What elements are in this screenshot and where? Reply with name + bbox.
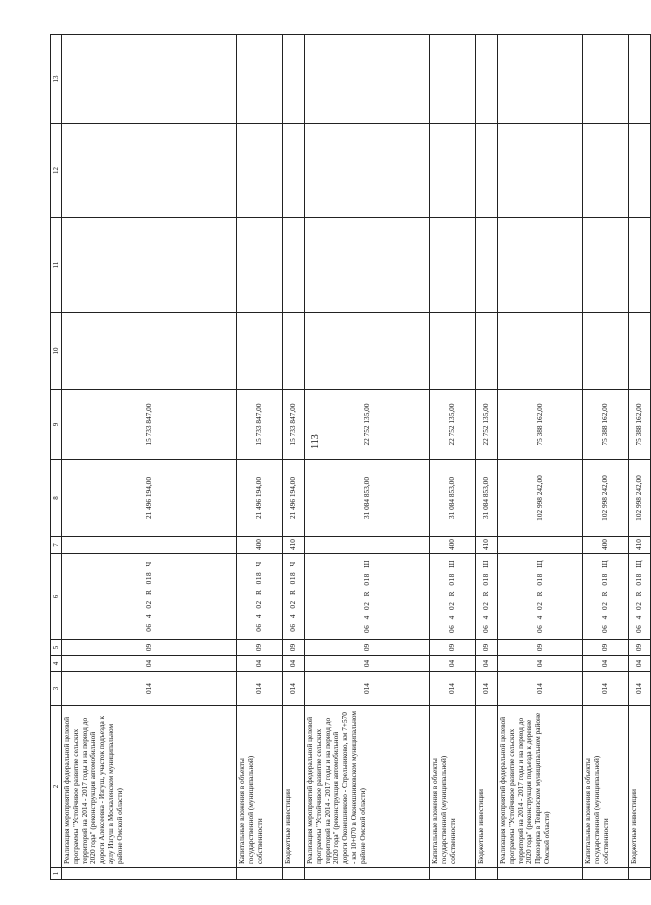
cell-c7: 410 (476, 537, 498, 554)
cell-c1 (283, 868, 305, 880)
cell-c4: 04 (305, 656, 430, 672)
cell-c11 (237, 218, 283, 313)
cell-c1 (430, 868, 476, 880)
cell-c11 (62, 218, 237, 313)
cell-c13 (476, 35, 498, 124)
cell-c3: 014 (62, 672, 237, 706)
cell-c10 (237, 313, 283, 390)
header-cell: 6 (51, 554, 62, 640)
cell-c7: 410 (629, 537, 651, 554)
cell-c7 (305, 537, 430, 554)
cell-c10 (583, 313, 629, 390)
table-body (51, 35, 651, 880)
rotated-table-container (50, 35, 644, 880)
cell-c13 (237, 35, 283, 124)
cell-c10 (62, 313, 237, 390)
cell-c5: 09 (583, 640, 629, 656)
cell-c6: 06 4 02 R 018 Ч (62, 554, 237, 640)
header-cell: 2 (51, 706, 62, 868)
cell-c2: Реализация мероприятий федеральной целевой программы "Устойчивое развитие сельских территорий на 2014 - 2017 годы и на период до 2020 года" (реконструкция автомобильной дороги Оконешниково - Стрельниково, км 7+570 - км 10+070 в Оконешниковском муниципальном районе Омской области) (305, 706, 430, 868)
cell-c10 (305, 313, 430, 390)
budget-table (50, 34, 651, 880)
cell-c1 (62, 868, 237, 880)
header-cell: 9 (51, 390, 62, 460)
header-row (51, 35, 62, 880)
cell-c12 (629, 124, 651, 218)
header-cell: 13 (51, 35, 62, 124)
cell-c2: Капитальные вложения в объекты государственной (муниципальной) собственности (583, 706, 629, 868)
cell-c1 (237, 868, 283, 880)
page-number: 113 (309, 434, 321, 449)
cell-c13 (629, 35, 651, 124)
cell-c13 (283, 35, 305, 124)
cell-c12 (305, 124, 430, 218)
header-cell: 12 (51, 124, 62, 218)
cell-c6: 06 4 02 R 018 Ш (476, 554, 498, 640)
cell-c4: 04 (283, 656, 305, 672)
cell-c11 (583, 218, 629, 313)
cell-c10 (430, 313, 476, 390)
cell-c2: Реализация мероприятий федеральной целевой программы "Устойчивое развитие сельских территорий на 2014 - 2017 годы и на период до 2020 года" (реконструкция автомобильной дороги Алексеевка - Изгуш, участок подъезда к аулу Изгуш в Москаленском муниципальном районе Омской области) (62, 706, 237, 868)
cell-c3: 014 (283, 672, 305, 706)
cell-c10 (498, 313, 583, 390)
cell-c11 (629, 218, 651, 313)
cell-c3: 014 (476, 672, 498, 706)
cell-c4: 04 (476, 656, 498, 672)
cell-c6: 06 4 02 R 018 Ш (430, 554, 476, 640)
cell-c8: 31 084 853,00 (430, 460, 476, 537)
cell-c3: 014 (237, 672, 283, 706)
cell-c2: Капитальные вложения в объекты государственной (муниципальной) собственности (237, 706, 283, 868)
cell-c13 (305, 35, 430, 124)
cell-c2: Бюджетные инвестиции (283, 706, 305, 868)
cell-c1 (476, 868, 498, 880)
cell-c9: 75 388 162,00 (498, 390, 583, 460)
cell-c2: Бюджетные инвестиции (476, 706, 498, 868)
header-cell: 11 (51, 218, 62, 313)
cell-c8: 31 084 853,00 (305, 460, 430, 537)
table-row (476, 35, 498, 880)
cell-c9: 75 388 162,00 (629, 390, 651, 460)
cell-c5: 09 (629, 640, 651, 656)
table-row (629, 35, 651, 880)
cell-c1 (498, 868, 583, 880)
table-row (237, 35, 283, 880)
cell-c6: 06 4 02 R 018 Ч (283, 554, 305, 640)
cell-c4: 04 (430, 656, 476, 672)
header-cell: 10 (51, 313, 62, 390)
cell-c11 (430, 218, 476, 313)
cell-c9: 15 733 847,00 (62, 390, 237, 460)
cell-c8: 31 084 853,00 (476, 460, 498, 537)
cell-c9: 15 733 847,00 (237, 390, 283, 460)
cell-c8: 21 496 194,00 (237, 460, 283, 537)
table-row (62, 35, 237, 880)
cell-c12 (283, 124, 305, 218)
table-row (305, 35, 430, 880)
cell-c1 (305, 868, 430, 880)
cell-c8: 102 998 242,00 (583, 460, 629, 537)
cell-c7: 400 (237, 537, 283, 554)
cell-c1 (583, 868, 629, 880)
cell-c12 (62, 124, 237, 218)
cell-c13 (583, 35, 629, 124)
cell-c8: 21 496 194,00 (62, 460, 237, 537)
cell-c5: 09 (430, 640, 476, 656)
cell-c12 (237, 124, 283, 218)
cell-c6: 06 4 02 R 018 Щ (583, 554, 629, 640)
cell-c7 (498, 537, 583, 554)
header-cell: 8 (51, 460, 62, 537)
cell-c12 (430, 124, 476, 218)
cell-c9: 22 752 135,00 (305, 390, 430, 460)
cell-c11 (476, 218, 498, 313)
cell-c11 (498, 218, 583, 313)
cell-c2: Реализация мероприятий федеральной целевой программы "Устойчивое развитие сельских территорий на 2014 - 2017 годы и на период до 2020 года" (реконструкция подъезда к деревне Приозерка в Тевризском муниципальном районе Омской области) (498, 706, 583, 868)
cell-c5: 09 (237, 640, 283, 656)
cell-c8: 21 496 194,00 (283, 460, 305, 537)
cell-c6: 06 4 02 R 018 Ш (305, 554, 430, 640)
cell-c12 (583, 124, 629, 218)
cell-c3: 014 (498, 672, 583, 706)
cell-c4: 04 (583, 656, 629, 672)
cell-c13 (62, 35, 237, 124)
cell-c5: 09 (62, 640, 237, 656)
cell-c4: 04 (498, 656, 583, 672)
cell-c9: 22 752 135,00 (476, 390, 498, 460)
cell-c6: 06 4 02 R 018 Щ (629, 554, 651, 640)
cell-c13 (498, 35, 583, 124)
cell-c8: 102 998 242,00 (629, 460, 651, 537)
header-cell: 4 (51, 656, 62, 672)
cell-c2: Бюджетные инвестиции (629, 706, 651, 868)
cell-c7: 400 (430, 537, 476, 554)
cell-c10 (476, 313, 498, 390)
cell-c12 (476, 124, 498, 218)
cell-c9: 15 733 847,00 (283, 390, 305, 460)
cell-c5: 09 (305, 640, 430, 656)
cell-c10 (629, 313, 651, 390)
header-cell: 5 (51, 640, 62, 656)
cell-c3: 014 (430, 672, 476, 706)
cell-c7 (62, 537, 237, 554)
cell-c11 (305, 218, 430, 313)
cell-c11 (283, 218, 305, 313)
cell-c10 (283, 313, 305, 390)
cell-c13 (430, 35, 476, 124)
cell-c5: 09 (283, 640, 305, 656)
cell-c5: 09 (498, 640, 583, 656)
header-cell: 1 (51, 868, 62, 880)
cell-c9: 75 388 162,00 (583, 390, 629, 460)
cell-c3: 014 (629, 672, 651, 706)
cell-c2: Капитальные вложения в объекты государственной (муниципальной) собственности (430, 706, 476, 868)
cell-c4: 04 (629, 656, 651, 672)
cell-c7: 400 (583, 537, 629, 554)
header-cell: 7 (51, 537, 62, 554)
table-row (430, 35, 476, 880)
cell-c5: 09 (476, 640, 498, 656)
cell-c3: 014 (305, 672, 430, 706)
table-row (498, 35, 583, 880)
cell-c4: 04 (62, 656, 237, 672)
cell-c1 (629, 868, 651, 880)
cell-c4: 04 (237, 656, 283, 672)
cell-c6: 06 4 02 R 018 Ч (237, 554, 283, 640)
cell-c9: 22 752 135,00 (430, 390, 476, 460)
cell-c6: 06 4 02 R 018 Щ (498, 554, 583, 640)
cell-c12 (498, 124, 583, 218)
cell-c7: 410 (283, 537, 305, 554)
table-row (283, 35, 305, 880)
table-row (583, 35, 629, 880)
cell-c3: 014 (583, 672, 629, 706)
cell-c8: 102 998 242,00 (498, 460, 583, 537)
header-cell: 3 (51, 672, 62, 706)
